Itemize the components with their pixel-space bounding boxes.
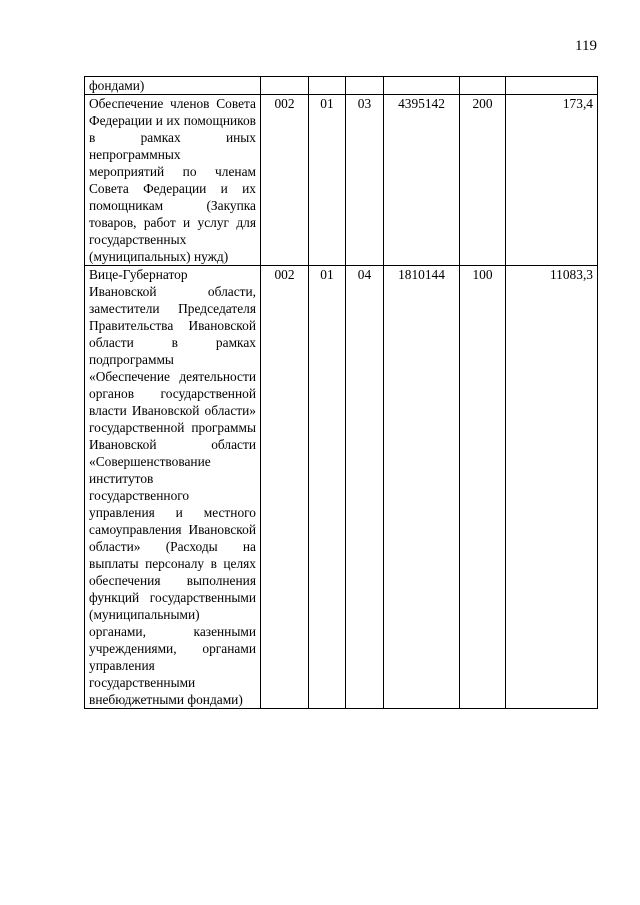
row-vr-code (460, 77, 506, 95)
row-sum: 173,4 (506, 95, 598, 266)
row-description: Вице-Губернатор Ивановской области, заместители Председателя Правительства Ивановской области в рамках подпрограммы «Обеспечение деятельности органов государственной власти Ивановской области» государственной программы Ивановской области «Совершенствование институтов государственного управления и местного самоуправления Ивановской области» (Расходы на выплаты персоналу в целях обеспечения выполнения функций государственными (муниципальными) органами, казенными учреждениями, органами управления государственными внебюджетными фондами) (85, 266, 261, 709)
row-description: фондами) (85, 77, 261, 95)
row-podrazdel-code: 03 (346, 95, 384, 266)
row-csr-code: 1810144 (384, 266, 460, 709)
page-number: 119 (575, 38, 597, 54)
row-razdel-code: 01 (309, 95, 346, 266)
row-csr-code (384, 77, 460, 95)
budget-table (84, 76, 598, 709)
row-grbs-code: 002 (261, 95, 309, 266)
row-razdel-code: 01 (309, 266, 346, 709)
table-row (85, 77, 598, 95)
row-description: Обеспечение членов Совета Федерации и их помощников в рамках иных непрограммных мероприятий по членам Совета Федерации и их помощникам (Закупка товаров, работ и услуг для государственных (муниципальных) нужд) (85, 95, 261, 266)
row-razdel-code (309, 77, 346, 95)
table-row (85, 266, 598, 709)
row-grbs-code (261, 77, 309, 95)
row-sum: 11083,3 (506, 266, 598, 709)
row-podrazdel-code (346, 77, 384, 95)
row-podrazdel-code: 04 (346, 266, 384, 709)
row-vr-code: 100 (460, 266, 506, 709)
row-sum (506, 77, 598, 95)
row-csr-code: 4395142 (384, 95, 460, 266)
table-row (85, 95, 598, 266)
row-vr-code: 200 (460, 95, 506, 266)
row-grbs-code: 002 (261, 266, 309, 709)
